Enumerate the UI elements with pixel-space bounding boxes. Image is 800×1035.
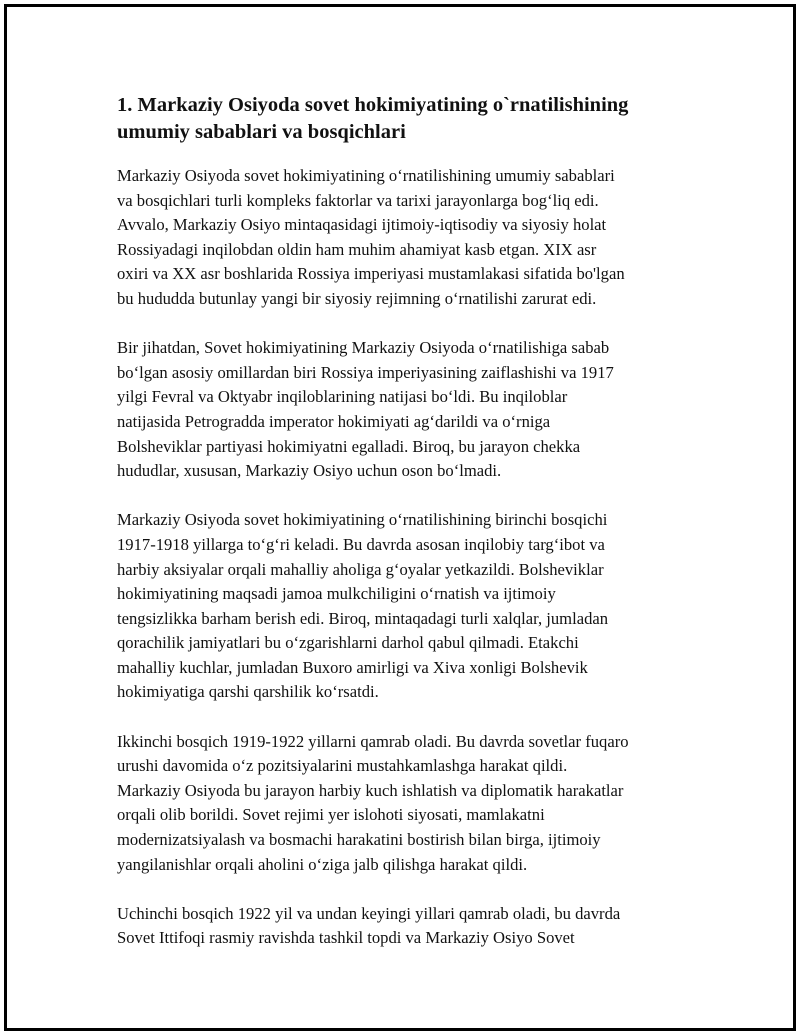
paragraph-5: Uchinchi bosqich 1922 yil va undan keyingi yillari qamrab oladi, bu davrda Sovet Ittifoqi rasmiy ravishda tashkil topdi va Markaziy Osiyo Sovet	[117, 903, 621, 948]
paragraph-3: Markaziy Osiyoda sovet hokimiyatining o‘rnatilishining birinchi bosqichi 1917-1918 yillarga to‘g‘ri keladi. Bu davrda asosan inqilobiy targ‘ibot va harbiy aksiyalar orqali mahalliy aholiga g‘oyalar yetkazildi. Bolsheviklar hokimiyatining maqsadi jamoa mulkchiligini o‘rnatish va ijtimoiy tengsizlikka barham berish edi. Biroq, mintaqadagi turli xalqlar, jumladan qorachilik jamiyatlari bu o‘zgarishlarni darhol qabul qilmadi. Etakchi mahalliy kuchlar, jumladan Buxoro amirligi va Xiva xonligi Bolshevik hokimiyatiga qarshi qarshilik ko‘rsatdi.	[117, 510, 609, 702]
paragraph-4: Ikkinchi bosqich 1919-1922 yillarni qamrab oladi. Bu davrda sovetlar fuqaro urushi davomida o‘z pozitsiyalarini mustahkamlashga harakat qildi. Markaziy Osiyoda bu jarayon harbiy kuch ishlatish va diplomatik harakatlar orqali olib borildi. Sovet rejimi yer islohoti siyosati, mamlakatni modernizatsiyalash va bosmachi harakatini bostirish bilan birga, ijtimoiy yangilanishlar orqali aholini o‘ziga jalb qilishga harakat qildi.	[117, 731, 629, 874]
section-heading: 1. Markaziy Osiyoda sovet hokimiyatining o`rnatilishining umumiy sabablari va bosqichlari	[117, 94, 629, 143]
document-body	[117, 92, 697, 976]
paragraph-2: Bir jihatdan, Sovet hokimiyatining Markaziy Osiyoda o‘rnatilishiga sabab bo‘lgan asosiy omillardan biri Rossiya imperiyasining zaiflashishi va 1917 yilgi Fevral va Oktyabr inqiloblarining natijasi bo‘ldi. Bu inqiloblar natijasida Petrogradda imperator hokimiyati ag‘darildi va o‘rniga Bolsheviklar partiyasi hokimiyatni egalladi. Biroq, bu jarayon chekka hududlar, xususan, Markaziy Osiyo uchun oson bo‘lmadi.	[117, 338, 614, 481]
paragraph-1: Markaziy Osiyoda sovet hokimiyatining o‘rnatilishining umumiy sabablari va bosqichlari turli kompleks faktorlar va tarixi jarayonlarga bog‘liq edi. Avvalo, Markaziy Osiyo mintaqasidagi ijtimoiy-iqtisodiy va siyosiy holat Rossiyadagi inqilobdan oldin ham muhim ahamiyat kasb etgan. XIX asr oxiri va XX asr boshlarida Rossiya imperiyasi mustamlakasi sifatida bo'lgan bu hududda butunlay yangi bir siyosiy rejimning o‘rnatilishi zarurat edi.	[117, 166, 625, 308]
